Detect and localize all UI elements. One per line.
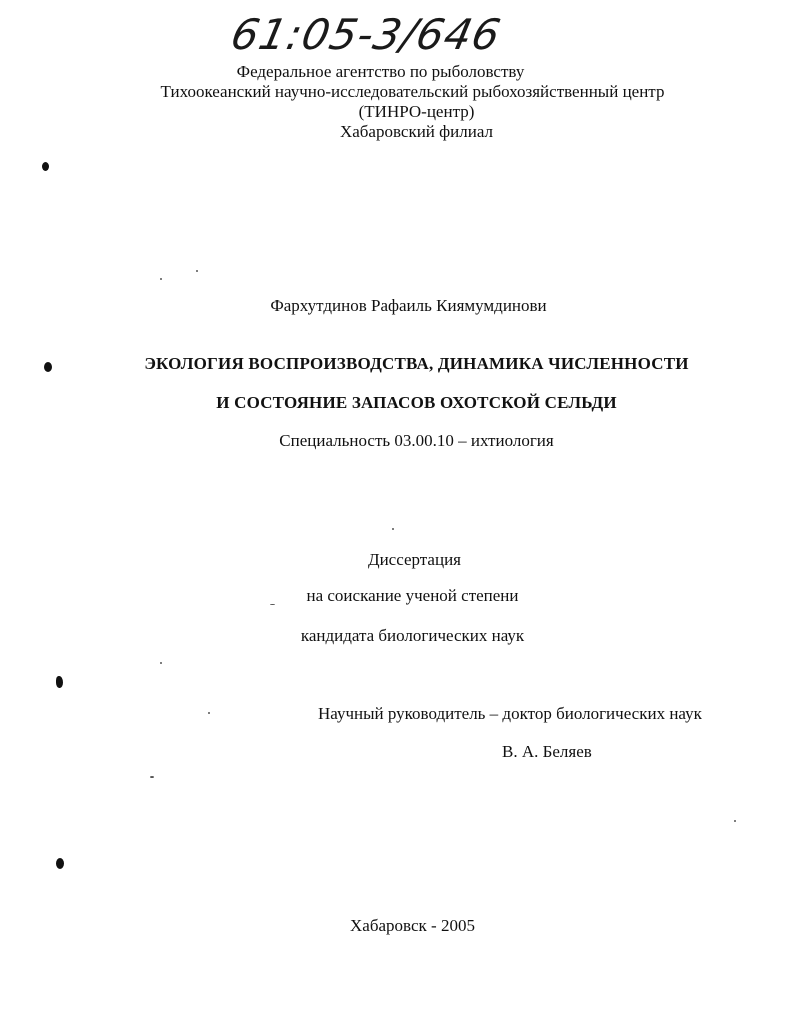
author-name: Фархутдинов Рафаиль Киямумдинови bbox=[270, 296, 547, 315]
scan-speck bbox=[160, 278, 162, 280]
dissertation-label: Диссертация bbox=[367, 550, 461, 569]
title-line-2: И СОСТОЯНИЕ ЗАПАСОВ ОХОТСКОЙ СЕЛЬДИ bbox=[216, 393, 617, 412]
binding-hole-mark bbox=[56, 858, 64, 869]
supervisor-name: В. А. Беляев bbox=[502, 742, 592, 761]
place-year: Хабаровск - 2005 bbox=[350, 916, 475, 935]
archive-mark: 61:05-3/646 bbox=[226, 10, 506, 59]
binding-hole-mark bbox=[56, 676, 63, 688]
institute-name: Тихоокеанский научно-исследовательский рыбохозяйственный центр bbox=[160, 82, 665, 101]
scan-speck bbox=[734, 820, 736, 822]
scan-speck bbox=[270, 604, 275, 605]
scan-speck bbox=[150, 776, 154, 778]
scan-speck bbox=[196, 270, 198, 272]
scan-speck bbox=[208, 712, 210, 714]
branch-name: Хабаровский филиал bbox=[339, 122, 494, 141]
agency-name: Федеральное агентство по рыболовству bbox=[236, 62, 525, 81]
specialty: Специальность 03.00.10 – ихтиология bbox=[279, 431, 554, 450]
supervisor-role: Научный руководитель – доктор биологических наук bbox=[318, 704, 702, 723]
binding-hole-mark bbox=[42, 162, 49, 171]
scan-speck bbox=[160, 662, 162, 664]
binding-hole-mark bbox=[44, 362, 52, 372]
institute-short-name: (ТИНРО-центр) bbox=[358, 102, 475, 121]
degree-field: кандидата биологических наук bbox=[300, 626, 525, 645]
scan-speck bbox=[392, 528, 394, 530]
degree-line: на соискание ученой степени bbox=[306, 586, 519, 605]
title-line-1: ЭКОЛОГИЯ ВОСПРОИЗВОДСТВА, ДИНАМИКА ЧИСЛЕННОСТИ bbox=[144, 354, 689, 373]
